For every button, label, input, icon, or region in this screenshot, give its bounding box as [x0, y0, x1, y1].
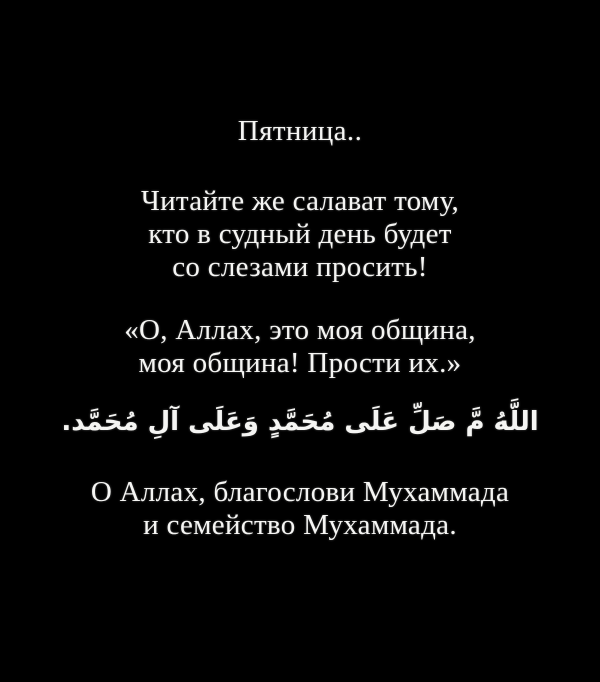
quote-line-2: моя община! Прости их.» — [138, 347, 462, 379]
call-line-1: Читайте же салават тому, — [140, 185, 460, 217]
salawat-translation-block — [91, 476, 509, 542]
call-line-2: кто в судный день будет — [148, 218, 452, 250]
translation-line-2: и семейство Мухаммада. — [143, 509, 457, 541]
call-line-3: со слезами просить! — [172, 251, 428, 283]
poster-title: Пятница.. — [237, 115, 363, 147]
quote-line-1: «О, Аллах, это моя община, — [124, 314, 476, 346]
arabic-salawat-text: اللَّهُ مَّ صَلِّ عَلَى مُحَمَّدٍ وَعَلَى آلِ مُحَمَّد. — [61, 407, 539, 437]
translation-line-1: О Аллах, благослови Мухаммада — [90, 476, 510, 508]
dua-quote-block — [124, 314, 476, 380]
call-to-salawat-block — [141, 185, 459, 284]
